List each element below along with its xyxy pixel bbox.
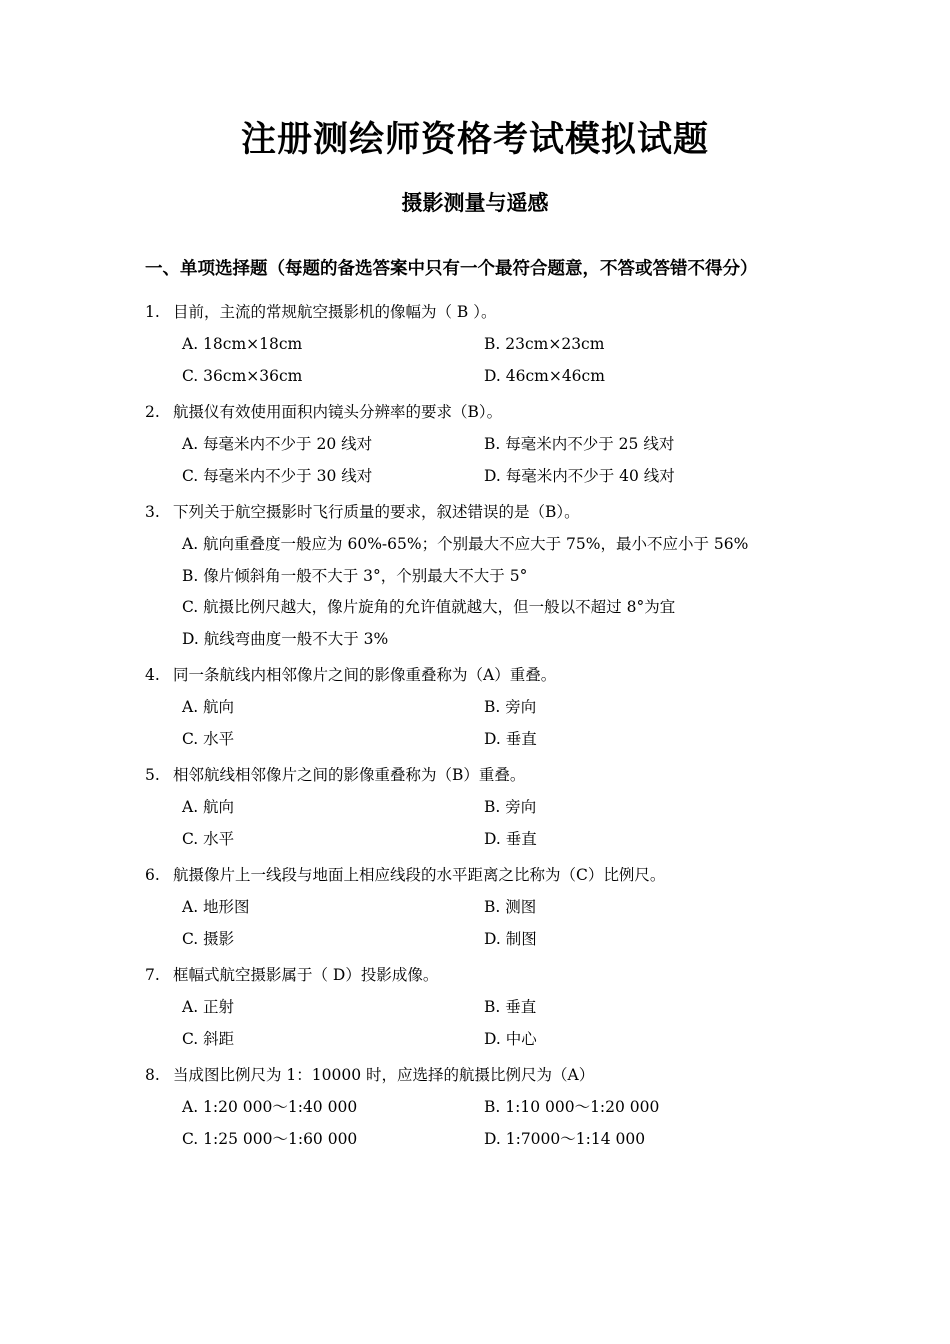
option-a: A. 地形图 (182, 897, 250, 916)
option-d: D. 制图 (484, 929, 537, 948)
option-list (182, 432, 825, 488)
option-b: B. 旁向 (484, 797, 537, 816)
option-c: C. 水平 (182, 829, 235, 848)
option-d: D. 每毫米内不少于 40 线对 (484, 467, 675, 485)
option-a: A. 航向 (182, 697, 235, 716)
question-text: 航摄像片上一线段与地面上相应线段的水平距离之比称为（C）比例尺。 (173, 865, 666, 884)
option-b: B. 每毫米内不少于 25 线对 (484, 435, 675, 453)
option-b: B. 23cm×23cm (484, 335, 605, 353)
question-text: 框幅式航空摄影属于（ D）投影成像。 (173, 965, 439, 984)
question-stem (145, 963, 825, 987)
question-stem (145, 500, 825, 524)
option-c: C. 航摄比例尺越大，像片旋角的允许值就越大，但一般以不超过 8°为宜 (182, 598, 676, 616)
option-c: C. 1:25 000～1:60 000 (182, 1129, 358, 1148)
question-number: 8. (145, 1065, 160, 1084)
option-d: D. 1:7000～1:14 000 (484, 1129, 646, 1148)
question-number: 1. (145, 303, 160, 321)
option-c: C. 水平 (182, 729, 235, 748)
option-list (182, 995, 825, 1051)
question-list (145, 300, 825, 1163)
option-list (182, 795, 825, 851)
option-list (182, 1095, 825, 1151)
question-8 (145, 1063, 825, 1151)
option-list (182, 532, 825, 651)
option-a: A. 航向重叠度一般应为 60%-65%；个别最大不应大于 75%，最小不应小于 56% (182, 535, 749, 553)
option-d: D. 垂直 (484, 729, 537, 748)
option-a: A. 每毫米内不少于 20 线对 (182, 435, 373, 453)
option-a: A. 航向 (182, 797, 235, 816)
option-a: A. 正射 (182, 997, 235, 1016)
option-c: C. 摄影 (182, 929, 235, 948)
question-6 (145, 863, 825, 951)
option-d: D. 中心 (484, 1029, 537, 1048)
option-list (182, 895, 825, 951)
question-number: 6. (145, 865, 160, 884)
question-7 (145, 963, 825, 1051)
option-c: C. 每毫米内不少于 30 线对 (182, 467, 373, 485)
question-2 (145, 400, 825, 488)
option-b: B. 测图 (484, 897, 537, 916)
question-number: 7. (145, 965, 160, 984)
option-b: B. 1:10 000～1:20 000 (484, 1097, 660, 1116)
question-text: 目前，主流的常规航空摄影机的像幅为（ B ）。 (173, 303, 497, 321)
question-number: 3. (145, 503, 160, 521)
section-heading: 一、单项选择题（每题的备选答案中只有一个最符合题意，不答或答错不得分） (145, 259, 758, 279)
option-d: D. 航线弯曲度一般不大于 3% (182, 629, 389, 648)
option-b: B. 旁向 (484, 697, 537, 716)
page-subtitle: 摄影测量与遥感 (401, 190, 549, 215)
option-list (182, 695, 825, 751)
option-b: B. 垂直 (484, 997, 537, 1016)
question-stem (145, 1063, 825, 1087)
option-d: D. 垂直 (484, 829, 537, 848)
question-text: 同一条航线内相邻像片之间的影像重叠称为（A）重叠。 (173, 665, 557, 684)
option-a: A. 18cm×18cm (182, 335, 303, 353)
question-text: 当成图比例尺为 1：10000 时，应选择的航摄比例尺为（A） (173, 1065, 595, 1084)
option-a: A. 1:20 000～1:40 000 (182, 1097, 358, 1116)
question-number: 5. (145, 765, 160, 784)
question-stem (145, 763, 825, 787)
question-number: 2. (145, 403, 160, 421)
option-list (182, 332, 825, 388)
option-c: C. 斜距 (182, 1029, 235, 1048)
question-text: 下列关于航空摄影时飞行质量的要求，叙述错误的是（B）。 (173, 503, 580, 521)
question-3 (145, 500, 825, 651)
option-d: D. 46cm×46cm (484, 367, 605, 385)
question-number: 4. (145, 665, 160, 684)
page-title: 注册测绘师资格考试模拟试题 (240, 119, 709, 160)
question-1 (145, 300, 825, 388)
question-stem (145, 663, 825, 687)
option-c: C. 36cm×36cm (182, 367, 303, 385)
question-5 (145, 763, 825, 851)
question-4 (145, 663, 825, 751)
question-stem (145, 863, 825, 887)
option-b: B. 像片倾斜角一般不大于 3°，个别最大不大于 5° (182, 566, 528, 585)
question-stem (145, 300, 825, 324)
question-stem (145, 400, 825, 424)
question-text: 航摄仪有效使用面积内镜头分辨率的要求（B）。 (173, 403, 503, 421)
question-text: 相邻航线相邻像片之间的影像重叠称为（B）重叠。 (173, 765, 526, 784)
